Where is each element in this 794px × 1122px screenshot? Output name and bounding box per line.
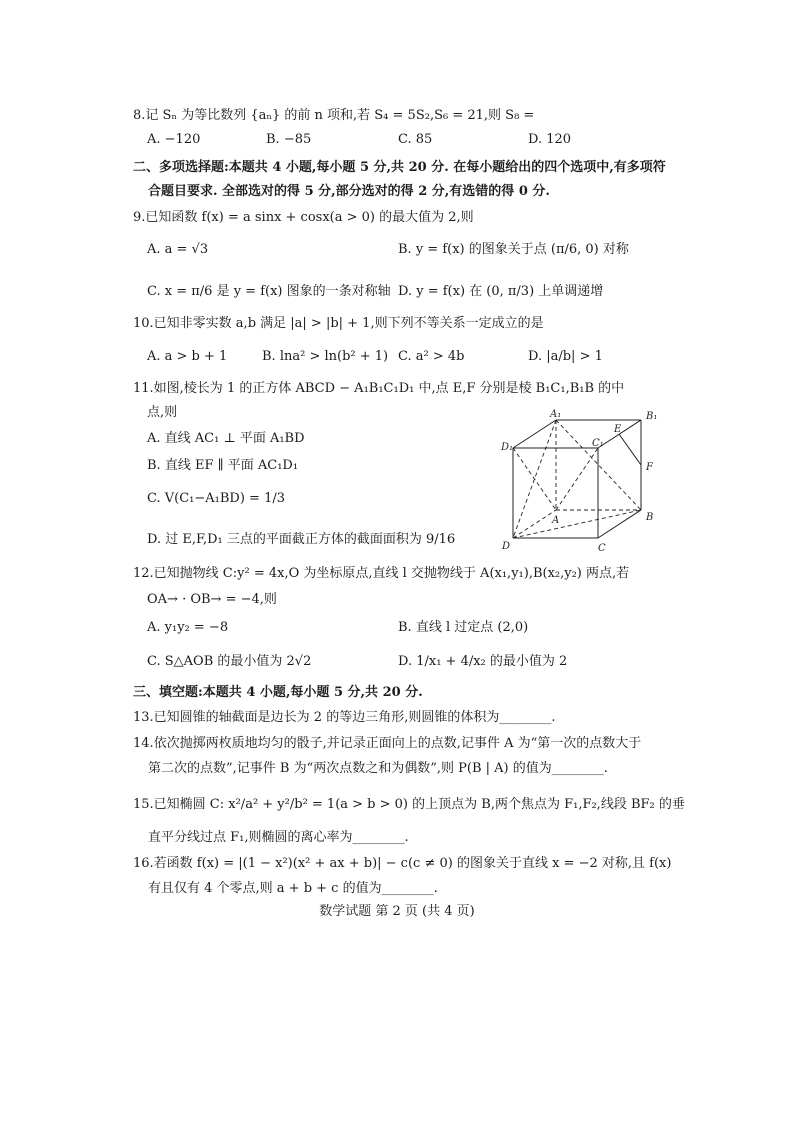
q14-line1: 14.依次抛掷两枚质地均匀的骰子,并记录正面向上的点数,记事件 A 为“第一次的点数大于: [133, 736, 642, 751]
q10-option-a: A. a > b + 1: [147, 349, 228, 364]
section3-heading: 三、填空题:本题共 4 小题,每小题 5 分,共 20 分.: [133, 685, 423, 700]
q12-stem-line2: OA→ · OB→ = −4,则: [147, 592, 277, 607]
edge-c-b: [598, 510, 641, 538]
label-c: C: [598, 543, 606, 554]
q9-stem: 9.已知函数 f(x) = a sinx + cosx(a > 0) 的最大值为 2,则: [133, 210, 474, 225]
label-a1: A₁: [550, 409, 562, 420]
q11-stem-line2: 点,则: [147, 405, 178, 420]
q10-option-c: C. a² > 4b: [398, 349, 465, 364]
diag-d-b: [513, 510, 641, 538]
q15-line1: 15.已知椭圆 C: x²/a² + y²/b² = 1(a > b > 0) 的上顶点为 B,两个焦点为 F₁,F₂,线段 BF₂ 的垂: [133, 797, 685, 812]
segment-e-f: [619, 434, 641, 465]
q11-stem-line1: 11.如图,棱长为 1 的正方体 ABCD − A₁B₁C₁D₁ 中,点 E,F 分别是棱 B₁C₁,B₁B 的中: [133, 381, 625, 396]
q9-option-d: D. y = f(x) 在 (0, π/3) 上单调递增: [398, 284, 604, 299]
label-c1: C₁: [592, 438, 604, 449]
q11-option-d: D. 过 E,F,D₁ 三点的平面截正方体的截面面积为 9/16: [147, 532, 456, 547]
q12-option-a: A. y₁y₂ = −8: [147, 620, 229, 635]
section2-heading-line1: 二、多项选择题:本题共 4 小题,每小题 5 分,共 20 分. 在每小题给出的四个选项中,有多项符: [133, 160, 666, 175]
q8-option-a: A. −120: [147, 132, 201, 147]
section2-heading-line2: 合题目要求. 全部选对的得 5 分,部分选对的得 2 分,有选错的得 0 分.: [148, 184, 550, 199]
q11-option-a: A. 直线 AC₁ ⊥ 平面 A₁BD: [147, 431, 305, 446]
q9-option-c: C. x = π/6 是 y = f(x) 图象的一条对称轴: [147, 284, 391, 299]
q11-option-c: C. V(C₁−A₁BD) = 1/3: [147, 491, 285, 506]
q10-option-d: D. |a/b| > 1: [528, 349, 603, 364]
q8-option-d: D. 120: [528, 132, 572, 147]
label-e: E: [614, 424, 622, 435]
q14-line2: 第二次的点数”,记事件 B 为“两次点数之和为偶数”,则 P(B | A) 的值为________.: [148, 761, 608, 776]
q15-line2: 直平分线过点 F₁,则椭圆的离心率为________.: [148, 830, 409, 845]
label-d: D: [502, 541, 511, 552]
q10-stem: 10.已知非零实数 a,b 满足 |a| > |b| + 1,则下列不等关系一定成立的是: [133, 316, 544, 331]
q12-option-d: D. 1/x₁ + 4/x₂ 的最小值为 2: [398, 654, 568, 669]
label-b1: B₁: [646, 411, 658, 422]
q12-option-c: C. S△AOB 的最小值为 2√2: [147, 654, 312, 669]
q12-stem-line1: 12.已知抛物线 C:y² = 4x,O 为坐标原点,直线 l 交抛物线于 A(x₁,y₁),B(x₂,y₂) 两点,若: [133, 566, 630, 581]
page-footer: 数学试题 第 2 页 (共 4 页): [319, 904, 475, 919]
label-a: A: [552, 515, 560, 526]
diag-a-c1: [556, 448, 598, 510]
q11-option-b: B. 直线 EF ∥ 平面 AC₁D₁: [147, 458, 299, 473]
q10-option-b: B. lna² > ln(b² + 1): [262, 349, 389, 364]
diag-d1-a: [513, 448, 556, 510]
q9-option-a: A. a = √3: [147, 242, 209, 257]
q8-option-b: B. −85: [266, 132, 312, 147]
q13-text: 13.已知圆锥的轴截面是边长为 2 的等边三角形,则圆锥的体积为________.: [133, 710, 556, 725]
cube-figure: [498, 406, 668, 556]
label-d1: D₁: [501, 442, 514, 453]
q8-option-c: C. 85: [398, 132, 433, 147]
hidden-edge-d-a: [513, 510, 556, 538]
q8-stem: 8.记 Sₙ 为等比数列 {aₙ} 的前 n 项和,若 S₄ = 5S₂,S₆ = 21,则 S₈ =: [133, 108, 535, 123]
label-f: F: [646, 462, 653, 473]
q16-line2: 有且仅有 4 个零点,则 a + b + c 的值为________.: [148, 881, 438, 896]
edge-d1-a1: [513, 420, 556, 448]
q16-line1: 16.若函数 f(x) = |(1 − x²)(x² + ax + b)| − c(c ≠ 0) 的图象关于直线 x = −2 对称,且 f(x): [133, 856, 672, 871]
label-b: B: [646, 512, 654, 523]
q12-option-b: B. 直线 l 过定点 (2,0): [398, 620, 529, 635]
q9-option-b: B. y = f(x) 的图象关于点 (π/6, 0) 对称: [398, 242, 629, 257]
